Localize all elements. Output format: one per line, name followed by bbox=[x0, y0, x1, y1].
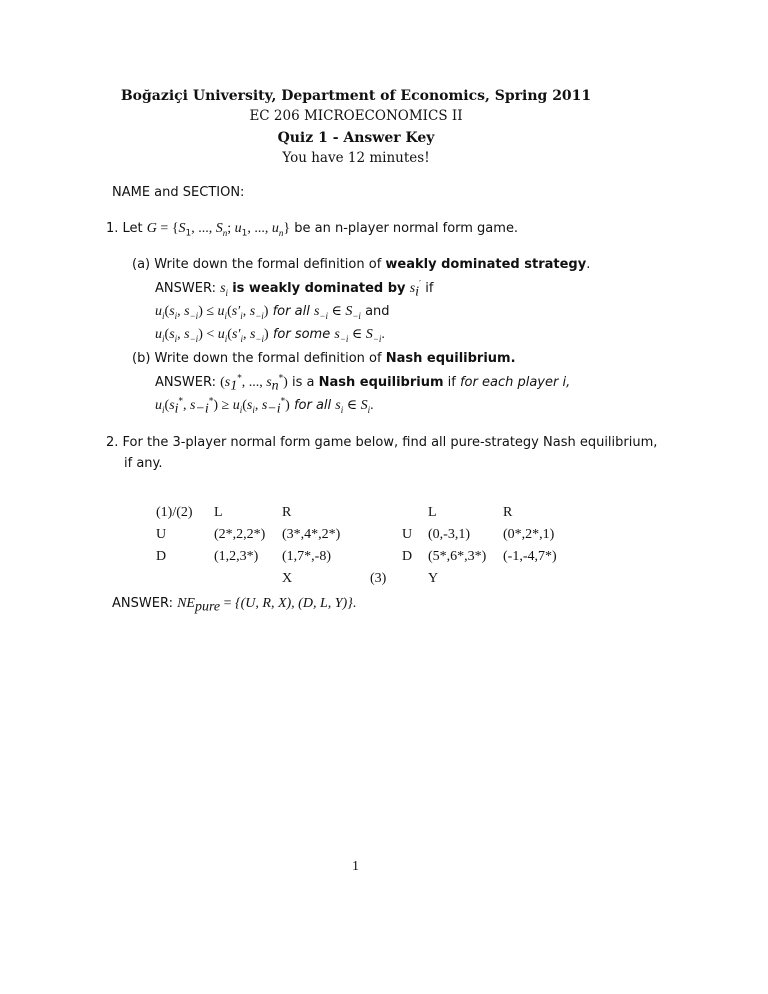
left-cell-UR: (3*,4*,2*) bbox=[282, 527, 341, 542]
q1b-for-all: for all bbox=[293, 398, 332, 413]
q1b-term: Nash equilibrium. bbox=[385, 351, 516, 366]
q1b-answer-label: ANSWER: bbox=[155, 375, 216, 390]
game-definition: G bbox=[146, 221, 157, 236]
right-cell-UR: (0*,2*,1) bbox=[503, 527, 555, 542]
q1-intro-prefix: Let bbox=[122, 221, 143, 236]
left-col-header-R: R bbox=[282, 505, 292, 520]
left-col-header-L: L bbox=[214, 505, 223, 520]
q2-prompt-line-1 bbox=[106, 436, 657, 449]
q2-number: 2. bbox=[106, 435, 119, 450]
left-row-label-U: U bbox=[156, 527, 167, 542]
left-cell-UL: (2*,2,2*) bbox=[214, 527, 266, 542]
q1b-prompt: Write down the formal definition of bbox=[154, 351, 382, 366]
q1a-answer-line: ANSWER: $s_i$ is weakly dominated by $s_i'$ if bbox=[155, 279, 434, 300]
q1a-answer-label: ANSWER: bbox=[155, 281, 216, 296]
q1a-prompt: Write down the formal definition of bbox=[154, 257, 382, 272]
q1a-answer-term: is weakly dominated by bbox=[232, 281, 406, 296]
q1b-answer-term: Nash equilibrium bbox=[318, 375, 444, 390]
left-cell-DL: (1,2,3*) bbox=[214, 549, 259, 564]
q2-answer-label: ANSWER: bbox=[112, 596, 173, 611]
q1a-condition-1: $u_i(s_i$, $s_{-i}) \le u_i(s'_i$, $s_{-i}$) for all $s_{-i}$ ∈ $S_{-i}$ and bbox=[155, 304, 390, 321]
q1b-for-each: for each player i, bbox=[459, 375, 571, 390]
course-title: EC 206 MICROECONOMICS II bbox=[249, 108, 463, 124]
q1-line: 1. Let $G = \{S_1$, ..., $S_n$; $u_1$, ..., $u_n$} be an n-player normal form game. bbox=[106, 221, 519, 239]
q1a-for-some: for some bbox=[272, 327, 331, 342]
time-note: You have 12 minutes! bbox=[282, 150, 430, 166]
q1b-label: (b) bbox=[132, 351, 151, 366]
q1a-term: weakly dominated strategy bbox=[385, 257, 587, 272]
table-corner-label: (1)/(2) bbox=[156, 505, 193, 520]
right-row-label-D: D bbox=[402, 549, 413, 564]
q1b-condition: $u_i(s_i^*$, $s_{-i}^*) \ge u_i(s_i$, $s_{-i}^*$) for all $s_i$ ∈ $S_i$. bbox=[155, 396, 374, 417]
right-cell-DL: (5*,6*,3*) bbox=[428, 549, 487, 564]
left-cell-DR: (1,7*,-8) bbox=[282, 549, 331, 564]
right-cell-DR: (-1,-4,7*) bbox=[503, 549, 557, 564]
right-cell-UL: (0,-3,1) bbox=[428, 527, 470, 542]
q1a-for-all: for all bbox=[272, 304, 310, 319]
right-matrix-label: Y bbox=[428, 571, 439, 586]
right-col-header-R: R bbox=[503, 505, 513, 520]
player3-label: (3) bbox=[370, 571, 387, 586]
page-number: 1 bbox=[352, 859, 359, 874]
q1-intro-suffix: be an n-player normal form game. bbox=[294, 221, 519, 236]
q1a-if: if bbox=[425, 281, 434, 296]
q1-number: 1. bbox=[106, 221, 119, 236]
q1b-answer-line: ANSWER: ($s_1^*$, ..., $s_n^*$) is a Nash equilibrium if for each player i, bbox=[155, 373, 571, 394]
q2-prompt-line-2: if any. bbox=[124, 456, 163, 471]
q1a-label: (a) bbox=[132, 257, 151, 272]
right-row-label-U: U bbox=[402, 527, 413, 542]
q1b-is-a: is a bbox=[291, 375, 315, 390]
quiz-title: Quiz 1 - Answer Key bbox=[277, 130, 435, 146]
left-matrix-label: X bbox=[282, 571, 293, 586]
left-row-label-D: D bbox=[156, 549, 167, 564]
q1a-prompt-line: (a) Write down the formal definition of weakly dominated strategy. bbox=[132, 257, 591, 272]
university-title: Boğaziçi University, Department of Economics, Spring 2011 bbox=[120, 88, 592, 104]
q1a-and: and bbox=[365, 304, 390, 319]
q1b-if: if bbox=[447, 375, 456, 390]
name-section-label: NAME and SECTION: bbox=[112, 185, 245, 200]
q2-answer-value: {(U, R, X), (D, L, Y)} bbox=[235, 596, 353, 611]
q1b-prompt-line bbox=[132, 352, 516, 365]
q1a-condition-2: $u_i(s_i$, $s_{-i}) < u_i(s'_i$, $s_{-i}$) for some $s_{-i}$ ∈ $S_{-i}$. bbox=[155, 327, 385, 344]
q2-prompt-1: For the 3-player normal form game below, find all pure-strategy Nash equilibrium, bbox=[122, 435, 658, 450]
q2-answer-line: ANSWER: $NE_{pure} = \{(U$, R, X), (D, L, Y)}. bbox=[112, 596, 357, 615]
right-col-header-L: L bbox=[428, 505, 437, 520]
